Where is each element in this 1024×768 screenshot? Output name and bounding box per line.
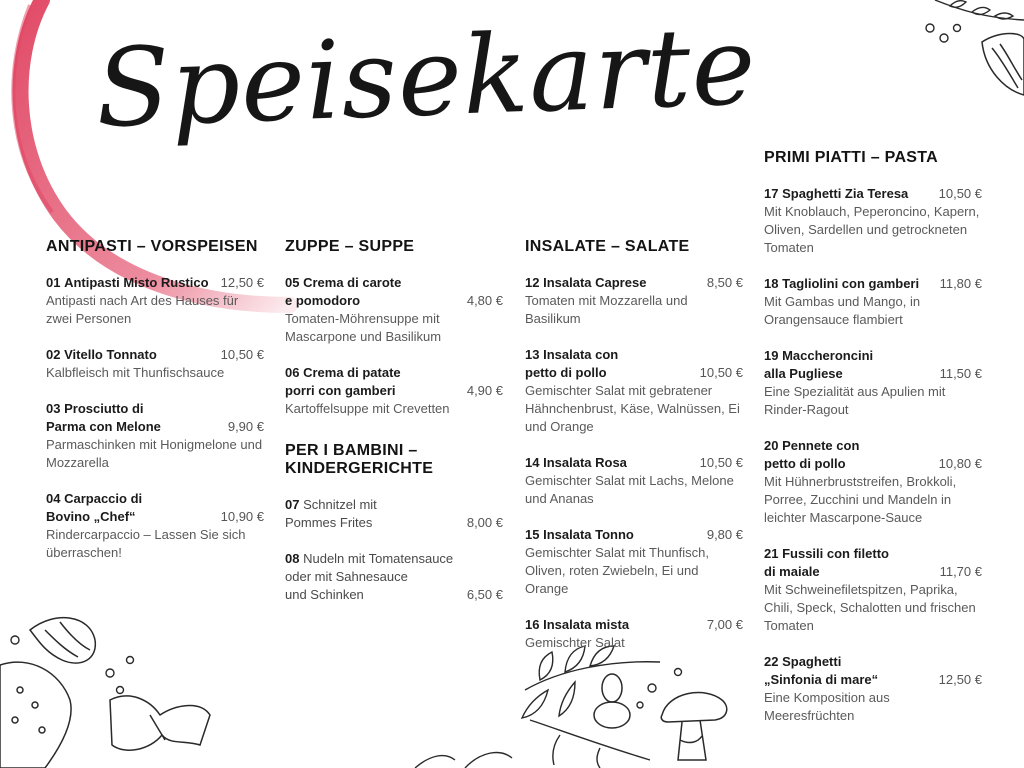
item-name: Pennete con — [782, 438, 860, 453]
item-number: 01 — [46, 275, 61, 290]
item-name: Maccheroncini — [782, 348, 874, 363]
item-name: Tagliolini con gamberi — [782, 276, 920, 291]
item-number: 04 — [46, 491, 61, 506]
item-name: petto di pollo — [525, 365, 607, 380]
item-name: alla Pugliese — [764, 366, 843, 381]
peppercorn-icon — [926, 24, 961, 42]
item-number: 13 — [525, 347, 540, 362]
item-number: 03 — [46, 401, 61, 416]
item-name: Vitello Tonnato — [64, 347, 157, 362]
item-price: 10,90 € — [220, 509, 264, 524]
item-price: 12,50 € — [220, 275, 264, 290]
menu-item — [764, 347, 982, 419]
mushroom-icon — [661, 693, 726, 760]
item-description: Tomaten-Möhrensuppe mit Mascarpone und Basilikum — [285, 311, 442, 344]
item-description: Parmaschinken mit Honigmelone und Mozzarella — [46, 437, 263, 470]
menu-item — [764, 653, 982, 725]
section-heading: PER I BAMBINI – KINDERGERICHTE — [285, 442, 434, 477]
garlic-icon — [982, 34, 1024, 96]
menu-item — [525, 454, 743, 508]
column-insalate — [525, 238, 743, 670]
item-number: 06 — [285, 365, 300, 380]
item-number: 19 — [764, 348, 779, 363]
item-name: Insalata Rosa — [543, 455, 627, 470]
item-name: e pomodoro — [285, 293, 361, 308]
item-description: Rindercarpaccio – Lassen Sie sich überraschen! — [46, 527, 246, 560]
item-name: di maiale — [764, 564, 820, 579]
item-name: Parma con Melone — [46, 419, 161, 434]
item-number: 22 — [764, 654, 779, 669]
item-name: Insalata Tonno — [543, 527, 634, 542]
menu-items-list — [46, 274, 264, 562]
section-heading: PRIMI PIATTI – PASTA — [764, 149, 939, 166]
item-name: Fussili con filetto — [782, 546, 889, 561]
item-name: Spaghetti — [782, 654, 842, 669]
item-name: und Schinken — [285, 587, 364, 602]
item-number: 21 — [764, 546, 779, 561]
item-name: Crema di patate — [303, 365, 401, 380]
menu-items-list — [285, 496, 503, 604]
item-number: 05 — [285, 275, 300, 290]
item-price: 12,50 € — [938, 672, 982, 687]
item-description: Mit Hühnerbruststreifen, Brokkoli, Porree, Zucchini und Mandeln in leichter Mascarpone-Sauce — [764, 474, 957, 525]
item-number: 14 — [525, 455, 540, 470]
menu-items-list — [764, 185, 982, 725]
item-name: Antipasti Misto Rustico — [64, 275, 209, 290]
column-zuppe — [285, 238, 503, 622]
menu-item — [764, 545, 982, 635]
item-price: 9,90 € — [227, 419, 264, 434]
menu-item — [46, 490, 264, 562]
menu-item — [525, 616, 743, 652]
peppercorn-icon — [11, 636, 134, 694]
menu-item — [285, 364, 503, 418]
item-description: Antipasti nach Art des Hauses für zwei Personen — [46, 293, 239, 326]
item-description: Gemischter Salat — [525, 635, 625, 650]
herb-sprig-icon — [935, 0, 1024, 20]
item-price: 4,90 € — [466, 383, 503, 398]
item-name: oder mit Sahnesauce — [285, 569, 408, 584]
item-description: Kalbfleisch mit Thunfischsauce — [46, 365, 225, 380]
item-price: 10,50 € — [220, 347, 264, 362]
item-name: Schnitzel mit — [303, 497, 377, 512]
section-heading: INSALATE – SALATE — [525, 238, 690, 255]
menu-item — [285, 550, 503, 604]
garlic-icon — [30, 618, 95, 663]
item-number: 20 — [764, 438, 779, 453]
item-name: Bovino „Chef“ — [46, 509, 136, 524]
item-name: Crema di carote — [303, 275, 402, 290]
item-number: 17 — [764, 186, 779, 201]
item-name: Insalata con — [543, 347, 619, 362]
menu-item — [764, 185, 982, 257]
column-pasta — [764, 149, 982, 743]
item-price: 9,80 € — [706, 527, 743, 542]
item-name: Insalata mista — [543, 617, 630, 632]
item-name: Spaghetti Zia Teresa — [782, 186, 909, 201]
item-description: Kartoffelsuppe mit Crevetten — [285, 401, 450, 416]
item-price: 4,80 € — [466, 293, 503, 308]
item-number: 12 — [525, 275, 540, 290]
item-price: 11,80 € — [939, 276, 982, 291]
item-number: 08 — [285, 551, 300, 566]
item-name: Nudeln mit Tomatensauce — [303, 551, 454, 566]
item-price: 10,50 € — [938, 186, 982, 201]
item-price: 10,80 € — [938, 456, 982, 471]
item-number: 16 — [525, 617, 540, 632]
item-name: Carpaccio di — [64, 491, 143, 506]
item-price: 8,50 € — [706, 275, 743, 290]
menu-title: Speisekarte — [93, 3, 759, 152]
menu-item — [525, 346, 743, 436]
item-description: Mit Gambas und Mango, in Orangensauce flambiert — [764, 294, 921, 327]
section-heading: ANTIPASTI – VORSPEISEN — [46, 238, 258, 255]
item-price: 8,00 € — [466, 515, 503, 530]
item-name: „Sinfonia di mare“ — [764, 672, 879, 687]
item-name: Prosciutto di — [64, 401, 144, 416]
item-description: Eine Komposition aus Meeresfrüchten — [764, 690, 890, 723]
olive-icon — [594, 674, 630, 728]
item-description: Tomaten mit Mozzarella und Basilikum — [525, 293, 688, 326]
farfalle-icon — [0, 662, 210, 768]
column-antipasti — [46, 238, 264, 580]
peppercorn-icon — [637, 669, 682, 709]
menu-item — [285, 274, 503, 346]
section-heading: ZUPPE – SUPPE — [285, 238, 415, 255]
item-price: 7,00 € — [706, 617, 743, 632]
menu-item — [525, 526, 743, 598]
menu-items-list — [285, 274, 503, 418]
item-description: Gemischter Salat mit Thunfisch, Oliven, roten Zwiebeln, Ei und Orange — [525, 545, 709, 596]
menu-item — [46, 274, 264, 328]
menu-item — [285, 496, 503, 532]
item-name: porri con gamberi — [285, 383, 396, 398]
item-description: Mit Knoblauch, Peperoncino, Kapern, Oliven, Sardellen und getrockneten Tomaten — [764, 204, 980, 255]
item-price: 11,50 € — [939, 366, 982, 381]
item-name: petto di pollo — [764, 456, 846, 471]
item-description: Mit Schweinefiletspitzen, Paprika, Chili, Speck, Schalotten und frischen Tomaten — [764, 582, 976, 633]
menu-item — [46, 400, 264, 472]
menu-item — [525, 274, 743, 328]
item-number: 15 — [525, 527, 540, 542]
item-price: 6,50 € — [466, 587, 503, 602]
item-description: Gemischter Salat mit gebratener Hähnchenbrust, Käse, Walnüssen, Ei und Orange — [525, 383, 740, 434]
item-description: Eine Spezialität aus Apulien mit Rinder-Ragout — [764, 384, 946, 417]
item-price: 11,70 € — [939, 564, 982, 579]
menu-items-list — [525, 274, 743, 652]
menu-item — [46, 346, 264, 382]
item-number: 07 — [285, 497, 300, 512]
item-name: Insalata Caprese — [543, 275, 647, 290]
item-description: Gemischter Salat mit Lachs, Melone und Ananas — [525, 473, 734, 506]
herb-sprig-icon — [415, 753, 512, 768]
item-number: 18 — [764, 276, 779, 291]
item-number: 02 — [46, 347, 61, 362]
menu-item — [764, 275, 982, 329]
item-name: Pommes Frites — [285, 515, 373, 530]
item-price: 10,50 € — [699, 455, 743, 470]
item-price: 10,50 € — [699, 365, 743, 380]
menu-item — [764, 437, 982, 527]
